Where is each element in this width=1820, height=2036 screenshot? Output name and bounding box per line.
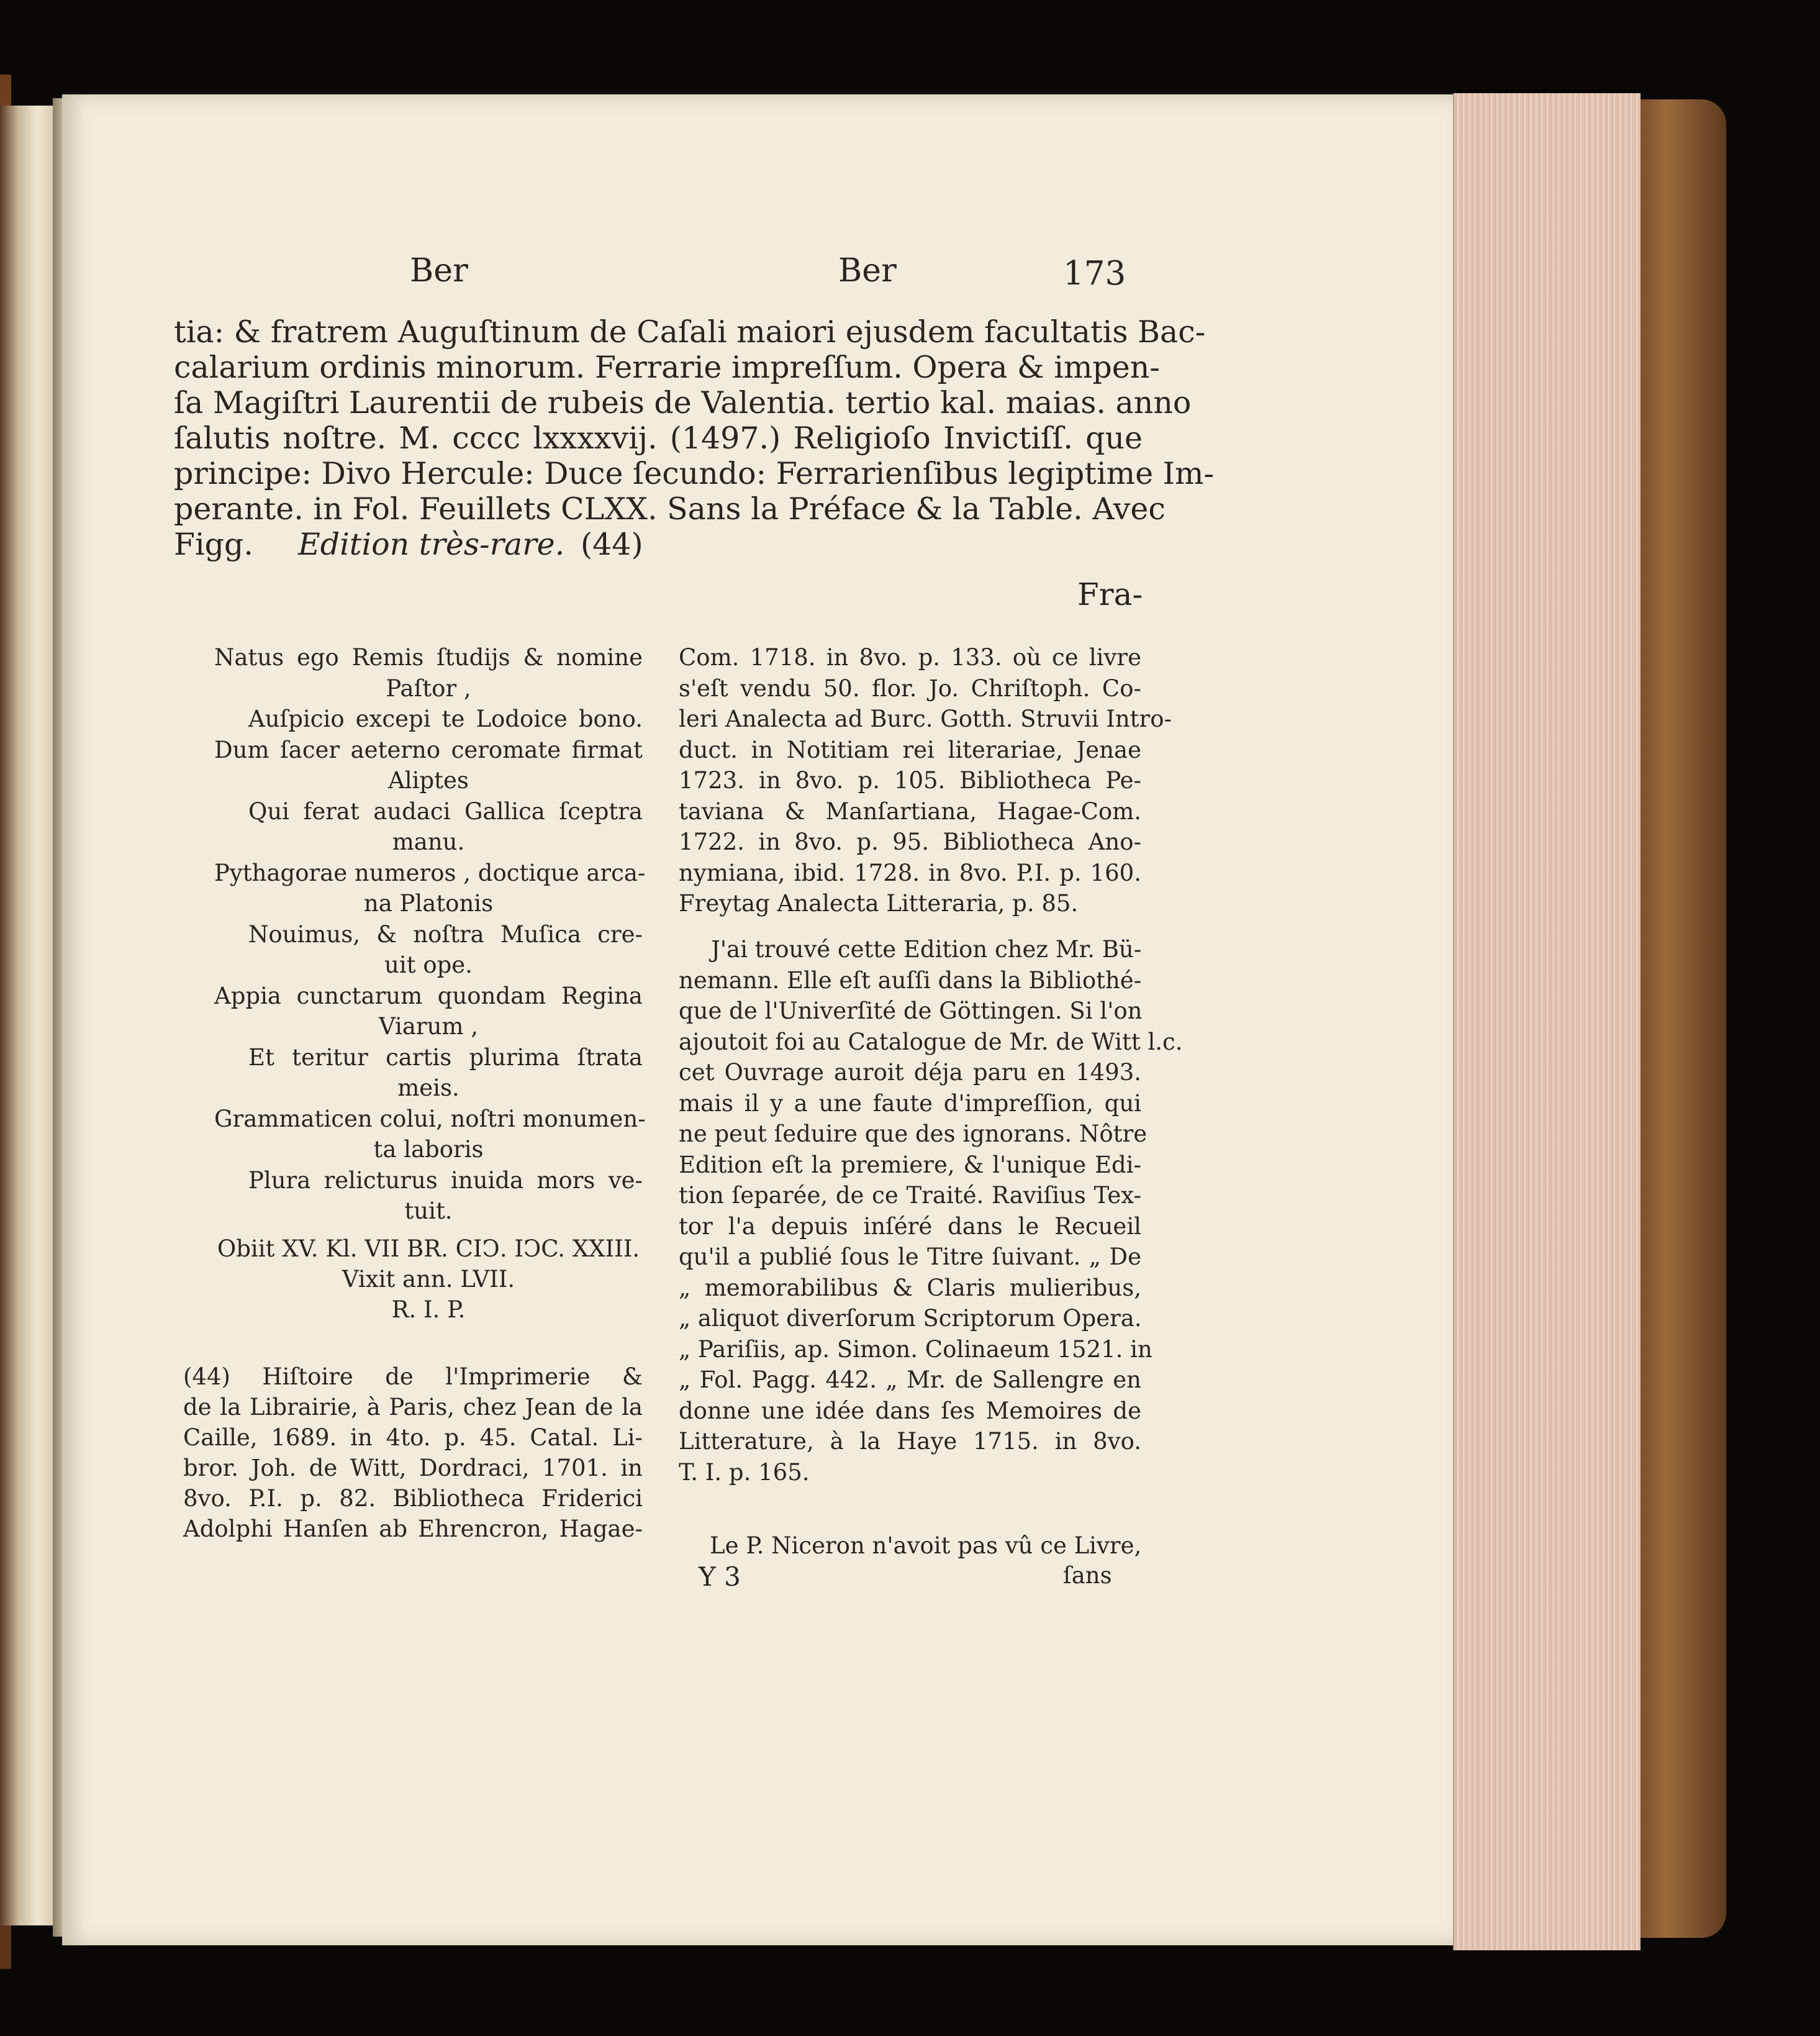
right-para2-line: ajoutoit foi au Catalogue de Mr. de Witt l.c. [679,1028,1183,1055]
poem-line: Viarum , [378,1013,479,1040]
poem-line: Paſtor , [386,675,471,702]
right-para2-line: T. I. p. 165. [679,1458,810,1486]
top-line: principe: Divo Hercule: Duce ſecundo: Ferrarienſibus legiptime Im- [174,456,1215,491]
right-para2-line: J'ai trouvé cette Edition chez Mr. Bü- [711,936,1142,963]
footnote-line: Adolphi Hanſen ab Ehrencron, Hagae- [183,1516,643,1542]
poem-line: na Platonis [363,890,494,917]
right-para2-line: Litterature, à la Haye 1715. in 8vo. [679,1428,1141,1455]
footnote-line: (44) Hiſtoire de l'Imprimerie & [183,1363,643,1390]
poem-line: Qui ferat audaci Gallica ſceptra [248,798,643,825]
right-last-line: Le P. Niceron n'avoit pas vû ce Livre, [710,1532,1142,1559]
footnote-line: bror. Joh. de Witt, Dordraci, 1701. in [183,1455,643,1481]
footnote-line: de la Librairie, à Paris, chez Jean de la [183,1394,643,1420]
top-line-italic: Edition très-rare. [298,527,565,562]
right-para2-line: „ memorabilibus & Claris mulieribus, [679,1274,1141,1301]
running-head-right: Ber [838,252,897,289]
right-line: nymiana, ibid. 1728. in 8vo. P.I. p. 160. [679,859,1141,886]
running-head-left: Ber [410,252,468,289]
right-para2-line: qu'il a publié ſous le Titre ſuivant. „ De [679,1243,1141,1270]
catchword-bottom: ſans [1063,1562,1112,1589]
fore-edge-pages [1453,93,1641,1950]
right-para2-line: ne peut ſeduire que des ignorans. Nôtre [679,1120,1148,1147]
poem-line: Appia cunctarum quondam Regina [214,982,643,1009]
top-line: perante. in Fol. Feuillets CLXX. Sans la Préface & la Table. Avec [174,491,1166,527]
right-para2-line: nemann. Elle eſt auſſi dans la Bibliothé- [679,966,1142,994]
footnote-ref: (44) [581,527,643,562]
poem-line: uit ope. [384,952,473,978]
poem-line: ta laboris [373,1136,484,1163]
poem-line: Pythagorae numeros , doctique arca- [214,859,646,886]
top-line: Figg. [174,527,253,562]
footnote-line: Caille, 1689. in 4to. p. 45. Catal. Li- [183,1424,643,1451]
poem-line: Auſpicio excepi te Lodoice bono. [248,706,643,732]
right-para2-line: tor l'a depuis inſéré dans le Recueil [679,1212,1141,1240]
poem-line: meis. [397,1075,460,1101]
poem-line: manu. [392,829,465,855]
right-line: leri Analecta ad Burc. Gotth. Struvii Intro- [679,706,1172,732]
right-line: 1723. in 8vo. p. 105. Bibliotheca Pe- [679,767,1141,794]
right-para2-line: tion ſeparée, de ce Traité. Raviſius Tex- [679,1182,1141,1209]
right-cover-edge [1627,99,1726,1938]
right-para2-line: que de l'Univerſité de Göttingen. Si l'on [679,998,1143,1024]
top-line: ſalutis noſtre. M. cccc lxxxxvij. (1497.) Religioſo Invictiſſ. que [174,420,1143,456]
right-line: taviana & Manſartiana, Hagae-Com. [679,798,1141,825]
epitaph-line: Vixit ann. LVII. [342,1266,515,1293]
poem-line: Nouimus, & noſtra Muſica cre- [248,920,643,948]
poem-line: Grammaticen colui, noſtri monumen- [214,1105,646,1132]
poem-line: tuit. [404,1198,453,1224]
epitaph-line: Obiit XV. Kl. VII BR. CIↃ. IↃC. XXIII. [217,1235,640,1262]
right-line: duct. in Notitiam rei literariae, Jenae [679,736,1141,763]
facing-page-sliver [0,106,53,1925]
right-para2-line: „ Fol. Pagg. 442. „ Mr. de Sallengre en [679,1366,1141,1393]
right-para2-line: Edition eſt la premiere, & l'unique Edi- [679,1151,1141,1178]
catchword-top: Fra- [1077,576,1143,612]
right-line: s'eſt vendu 50. flor. Jo. Chriſtoph. Co- [679,675,1141,702]
poem-line: Dum ſacer aeterno ceromate firmat [214,736,643,763]
right-line: Com. 1718. in 8vo. p. 133. où ce livre [679,644,1141,671]
epitaph-line: R. I. P. [391,1296,466,1323]
right-para2-line: „ Pariſiis, ap. Simon. Colinaeum 1521. in [679,1335,1152,1363]
signature-mark: Y 3 [699,1561,741,1592]
right-para2-line: donne une idée dans ſes Memoires de [679,1397,1141,1424]
poem-line: Aliptes [388,767,469,794]
right-para2-line: „ aliquot diverſorum Scriptorum Opera. [679,1305,1142,1332]
page-number: 173 [1063,255,1126,293]
top-line: ſa Magiſtri Laurentii de rubeis de Valentia. tertio kal. maias. anno [174,385,1192,420]
top-line: calarium ordinis minorum. Ferrarie impreſſum. Opera & impen- [174,350,1160,385]
right-para2-line: mais il y a une faute d'impreſſion, qui [679,1089,1141,1117]
poem-line: Natus ego Remis ſtudijs & nomine [214,644,643,671]
top-line: tia: & fratrem Auguſtinum de Caſali maiori ejusdem facultatis Bac- [174,314,1206,350]
poem-line: Et teritur cartis plurima ſtrata [248,1043,643,1071]
right-line: 1722. in 8vo. p. 95. Bibliotheca Ano- [679,829,1141,855]
poem-line: Plura relicturus inuida mors ve- [248,1166,643,1194]
footnote-line: 8vo. P.I. p. 82. Bibliotheca Friderici [183,1485,643,1512]
right-para2-line: cet Ouvrage auroit déja paru en 1493. [679,1059,1141,1086]
right-line: Freytag Analecta Litteraria, p. 85. [679,890,1079,917]
